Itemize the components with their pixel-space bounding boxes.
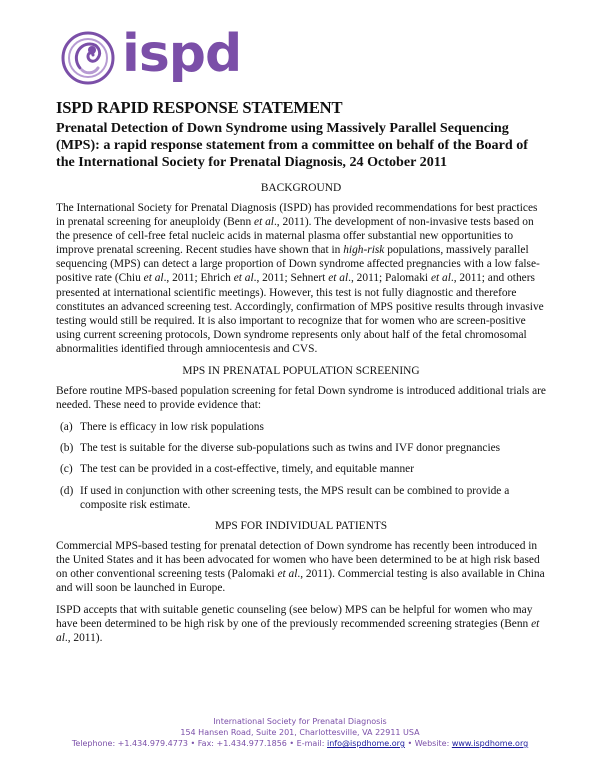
background-heading: BACKGROUND (260, 182, 342, 194)
list-item: (a) There is efficacy in low risk populations (60, 421, 264, 434)
list-item: (c) The test can be provided in a cost-effective, timely, and equitable manner (60, 463, 414, 476)
population-heading: MPS IN PRENATAL POPULATION SCREENING (182, 365, 420, 378)
ispd-logo (58, 24, 242, 88)
list-item: (b) The test is suitable for the diverse sub-populations such as twins and IVF donor pregnancies (60, 442, 501, 455)
individual-heading: MPS FOR INDIVIDUAL PATIENTS (214, 519, 388, 532)
statement-title: ISPD RAPID RESPONSE STATEMENT (56, 98, 343, 117)
statement-subtitle: Prenatal Detection of Down Syndrome using Massively Parallel Sequencing (MPS): a rapid response statement from a committee on behalf of the Board of the International Society for Prenatal Diagnosis, 24 October 2011 (56, 120, 528, 170)
evidence-list (56, 420, 546, 511)
footer-org: International Society for Prenatal Diagnosis (213, 717, 387, 726)
list-item: (d) If used in conjunction with other screening tests, the MPS result can be combined to provide a composite risk estimate. (60, 484, 510, 511)
website-link[interactable]: www.ispdhome.org (451, 739, 529, 748)
footer-address: 154 Hansen Road, Suite 201, Charlottesville, VA 22911 USA (180, 728, 420, 737)
individual-paragraph-1: Commercial MPS-based testing for prenatal detection of Down syndrome has recently been introduced in the United States and it has been advocated for women who have been determined to be at high risk based on other conventional screening tests (Palomaki et al., 2011). Commercial testing is also available in China and will soon be launched in Europe. (56, 539, 545, 594)
logo-wordmark: ispd (122, 24, 242, 84)
footer-contact: Telephone: +1.434.979.4773 • Fax: +1.434.977.1856 • E-mail: info@ispdhome.org • Website: www.ispdhome.org (71, 739, 529, 748)
individual-paragraph-2: ISPD accepts that with suitable genetic counseling (see below) MPS can be helpful for women who may have been determined to be high risk by one of the previously recommended screening strategies (Benn et al., 2011). (56, 604, 540, 645)
page-footer (0, 716, 600, 749)
document-body (56, 98, 546, 653)
background-paragraph: The International Society for Prenatal Diagnosis (ISPD) has provided recommendations for best practices in prenatal screening for aneuploidy (Benn et al., 2011). The development of non-invasive tests based on the presence of cell-free fetal nucleic acids in maternal plasma offer substantial new opportunities to improve prenatal screening. Recent studies have shown that in high-risk populations, massively parallel sequencing (MPS) can detect a large proportion of Down syndrome affected pregnancies with a low false-positive rate (Chiu et al., 2011; Ehrich et al., 2011; Sehnert et al., 2011; Palomaki et al., 2011; and others presented at international scientific meetings). However, this test is not fully diagnostic and therefore constitutes an advanced screening test. Accordingly, confirmation of MPS positive results through invasive testing would still be required. It is also important to recognize that for women who are screen-positive using current screening protocols, Down syndrome represents only about half of the fetal chromosomal abnormalities identified through amniocentesis and CVS. (56, 202, 544, 355)
fetus-emblem-icon (58, 28, 118, 88)
email-link[interactable]: info@ispdhome.org (327, 739, 405, 748)
population-intro: Before routine MPS-based population screening for fetal Down syndrome is introduced additional trials are needed. These need to provide evidence that: (56, 385, 546, 412)
